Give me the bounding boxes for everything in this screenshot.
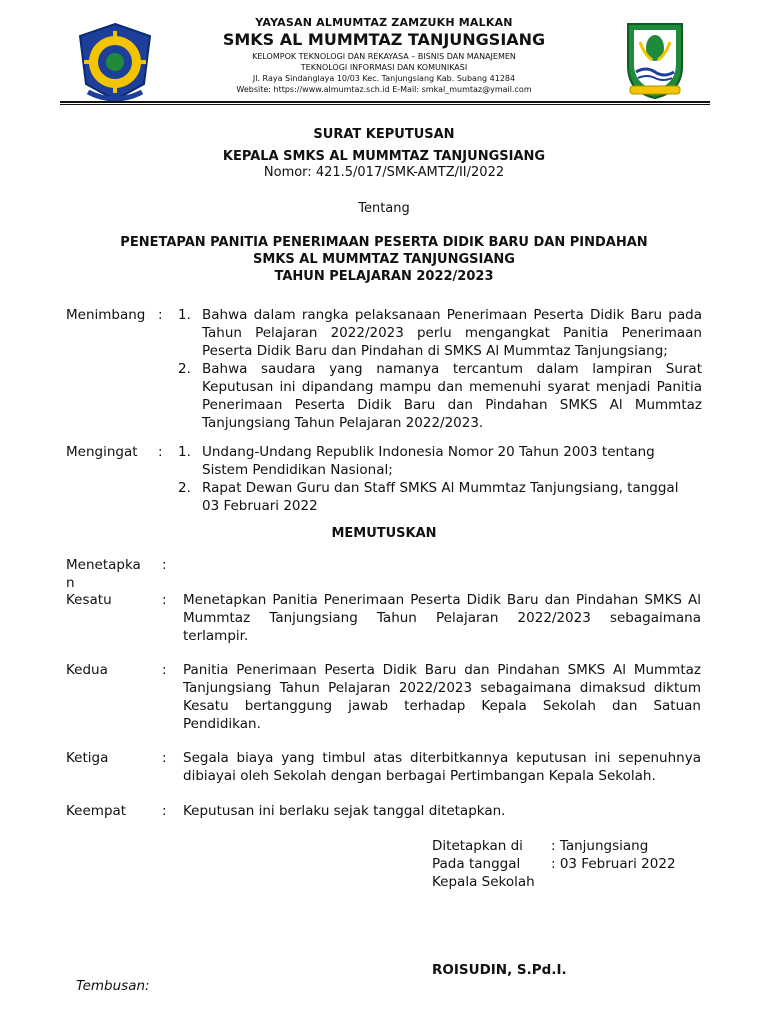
kedua-line-3: Kesatu bertanggung jawab terhadap Kepala Sekolah dan Satuan (183, 698, 701, 714)
menimbang-item-1-line-1: Bahwa dalam rangka pelaksanaan Penerimaan Peserta Didik Baru pada (202, 307, 702, 323)
signature-date-label: Pada tanggal (432, 856, 521, 872)
kesatu-label: Kesatu (66, 592, 112, 608)
menetapkan-label-part-2: n (66, 575, 75, 591)
mengingat-item-2-line-2: 03 Februari 2022 (202, 498, 318, 514)
letterhead-rule-thin (60, 104, 710, 105)
doc-number: Nomor: 421.5/017/SMK-AMTZ/II/2022 (263, 165, 505, 180)
doc-title: SURAT KEPUTUSAN (313, 127, 455, 142)
doc-subject-1: PENETAPAN PANITIA PENERIMAAN PESERTA DIDIK BARU DAN PINDAHAN (120, 235, 648, 250)
doc-subject-3: TAHUN PELAJARAN 2022/2023 (274, 269, 494, 284)
mengingat-label: Mengingat (66, 444, 138, 460)
kesatu-line-1: Menetapkan Panitia Penerimaan Peserta Didik Baru dan Pindahan SMKS Al (183, 592, 701, 608)
programs-line-2: TEKNOLOGI INFORMASI DAN KOMUNIKASI (300, 63, 468, 72)
school-name: SMKS AL MUMMTAZ TANJUNGSIANG (222, 30, 546, 49)
kesatu-line-3: terlampir. (183, 628, 249, 644)
kedua-line-1: Panitia Penerimaan Peserta Didik Baru dan Pindahan SMKS Al Mummtaz (183, 662, 701, 678)
menimbang-colon: : (158, 307, 163, 323)
kedua-line-2: Tanjungsiang Tahun Pelajaran 2022/2023 sebagaimana dimaksud diktum (183, 680, 701, 696)
province-emblem-icon (622, 20, 688, 100)
ketiga-line-2: dibiayai oleh Sekolah dengan berbagai Pertimbangan Kepala Sekolah. (183, 768, 656, 784)
menetapkan-colon: : (162, 557, 167, 573)
mengingat-item-1-number: 1. (178, 444, 191, 460)
letterhead (0, 10, 768, 105)
mengingat-item-2-line-1: Rapat Dewan Guru dan Staff SMKS Al Mummtaz Tanjungsiang, tanggal (202, 480, 679, 496)
menimbang-item-1-line-2: Tahun Pelajaran 2022/2023 perlu mengangkat Panitia Penerimaan (202, 325, 702, 341)
mengingat-item-1-line-1: Undang-Undang Republik Indonesia Nomor 20 Tahun 2003 tentang (202, 444, 655, 460)
signature-role: Kepala Sekolah (432, 874, 535, 890)
foundation-name: YAYASAN ALMUMTAZ ZAMZUKH MALKAN (255, 16, 513, 29)
letterhead-rule-thick (60, 101, 710, 103)
menimbang-item-2-number: 2. (178, 361, 191, 377)
menimbang-item-2-line-1: Bahwa saudara yang namanya tercantum dalam lampiran Surat (202, 361, 702, 377)
menimbang-item-2-line-4: Tanjungsiang Tahun Pelajaran 2022/2023. (202, 415, 484, 431)
address: Jl. Raya Sindanglaya 10/03 Kec. Tanjungsiang Kab. Subang 41284 (252, 74, 516, 83)
tembusan-label: Tembusan: (76, 978, 150, 994)
signature-name: ROISUDIN, S.Pd.I. (432, 962, 567, 978)
kedua-colon: : (162, 662, 167, 678)
ketiga-colon: : (162, 750, 167, 766)
school-logo-icon (74, 22, 156, 104)
doc-title-issuer: KEPALA SMKS AL MUMMTAZ TANJUNGSIANG (222, 149, 546, 164)
menimbang-label: Menimbang (66, 307, 146, 323)
doc-about: Tentang (358, 201, 410, 216)
ketiga-label: Ketiga (66, 750, 109, 766)
menetapkan-label-part-1: Menetapka (66, 557, 141, 573)
mengingat-colon: : (158, 444, 163, 460)
keempat-colon: : (162, 803, 167, 819)
kesatu-line-2: Mummtaz Tanjungsiang Tahun Pelajaran 2022/2023 sebagaimana (183, 610, 701, 626)
mengingat-item-1-line-2: Sistem Pendidikan Nasional; (202, 462, 393, 478)
programs-line-1: KELOMPOK TEKNOLOGI DAN REKAYASA – BISNIS DAN MANAJEMEN (252, 52, 516, 61)
kesatu-colon: : (162, 592, 167, 608)
menimbang-item-1-line-3: Peserta Didik Baru dan Pindahan di SMKS Al Mummtaz Tanjungsiang; (202, 343, 668, 359)
mengingat-item-2-number: 2. (178, 480, 191, 496)
keempat-label: Keempat (66, 803, 127, 819)
menimbang-item-2-line-2: Keputusan ini dipandang mampu dan memenuhi syarat menjadi Panitia (202, 379, 702, 395)
signature-place-value: : Tanjungsiang (551, 838, 649, 854)
signature-date-value: : 03 Februari 2022 (551, 856, 676, 872)
doc-subject-2: SMKS AL MUMMTAZ TANJUNGSIANG (253, 252, 515, 267)
keempat-line-1: Keputusan ini berlaku sejak tanggal ditetapkan. (183, 803, 506, 819)
kedua-line-4: Pendidikan. (183, 716, 261, 732)
contact-info: Website: https://www.almumtaz.sch.id E-Mail: smkal_mumtaz@ymail.com (236, 85, 532, 94)
menimbang-item-2-line-3: Penerimaan Peserta Didik Baru dan Pindahan SMKS Al Mummtaz (202, 397, 702, 413)
decision-heading: MEMUTUSKAN (331, 526, 437, 541)
kedua-label: Kedua (66, 662, 108, 678)
menimbang-item-1-number: 1. (178, 307, 191, 323)
ketiga-line-1: Segala biaya yang timbul atas diterbitkannya keputusan ini sepenuhnya (183, 750, 701, 766)
signature-place-label: Ditetapkan di (432, 838, 523, 854)
